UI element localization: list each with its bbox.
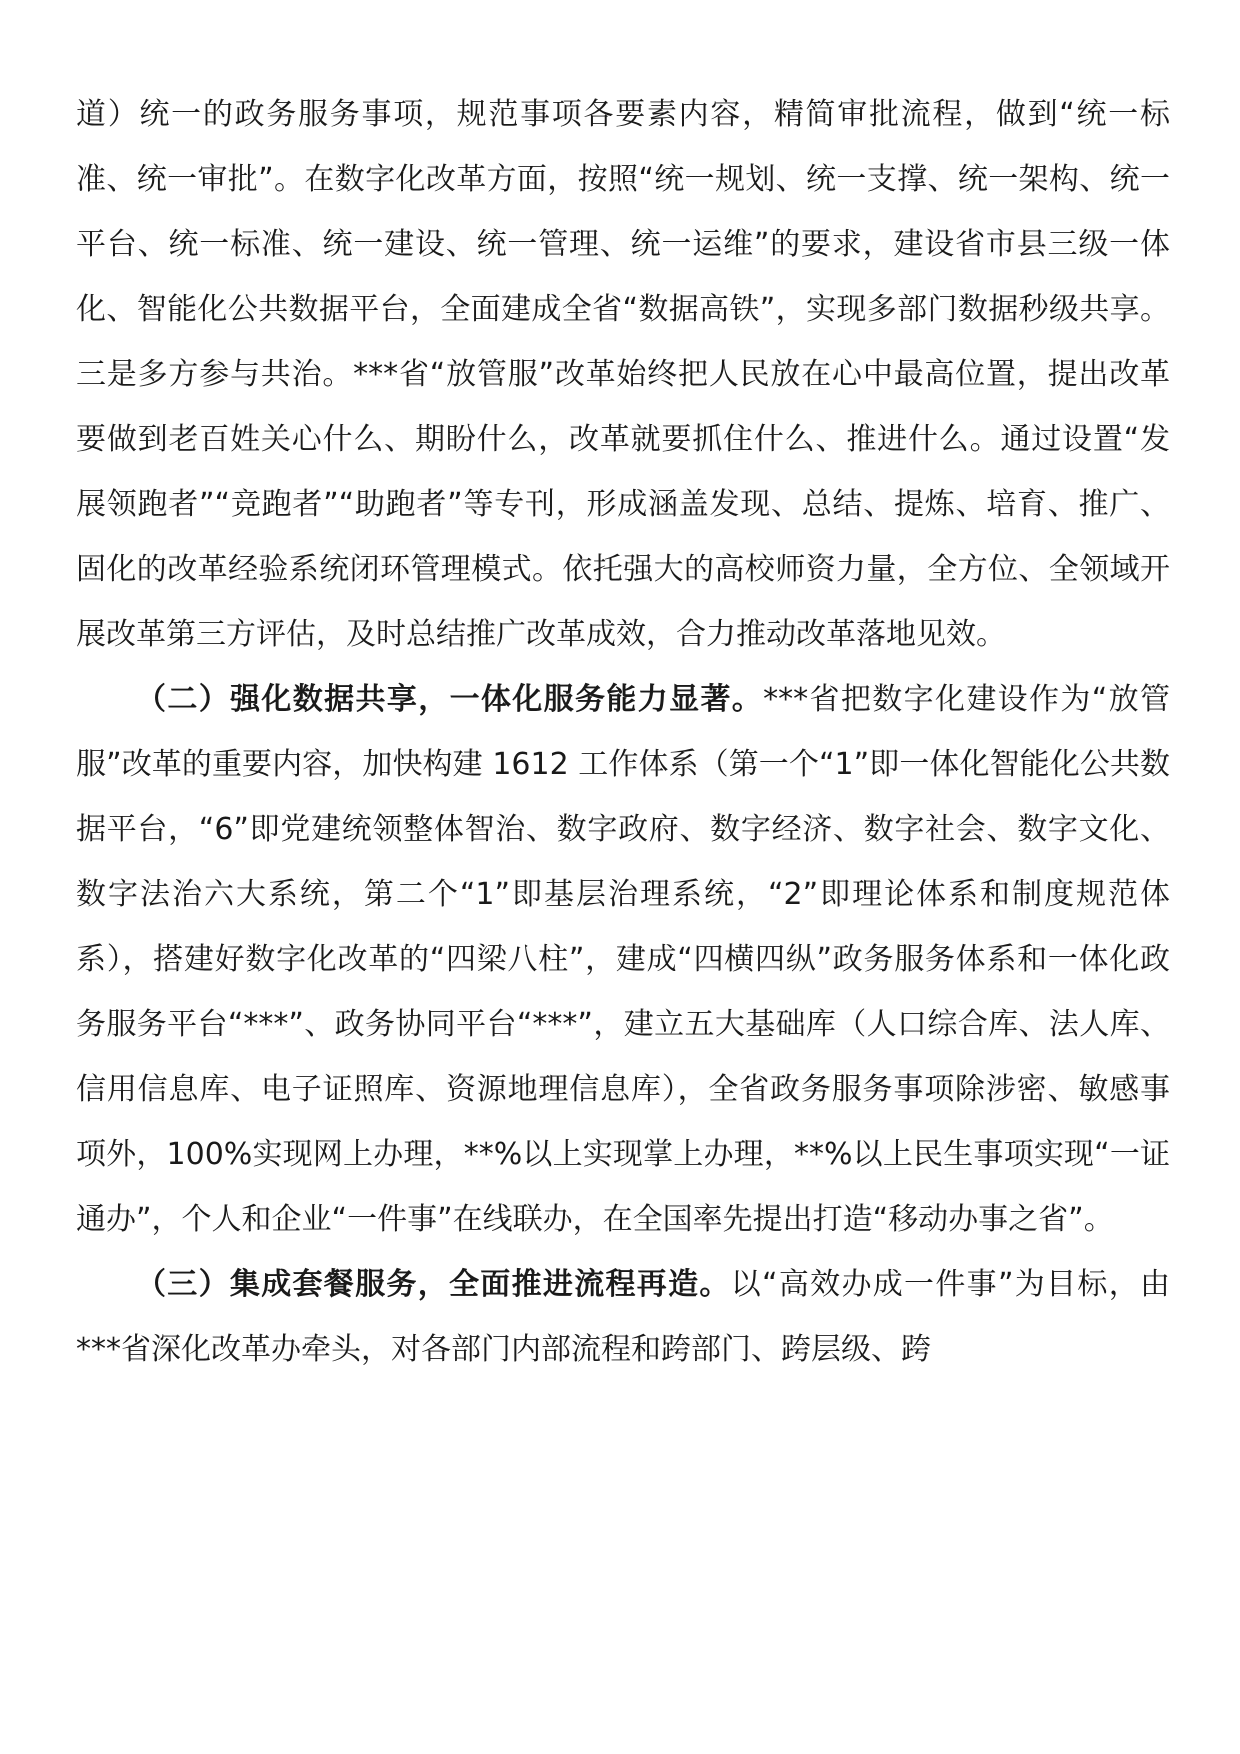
section-heading-2: （二）强化数据共享，一体化服务能力显著。 [136, 682, 764, 717]
document-body [76, 82, 1170, 1382]
paragraph-text: 道）统一的政务服务事项，规范事项各要素内容，精简审批流程，做到“统一标准、统一审批”。在数字化改革方面，按照“统一规划、统一支撑、统一架构、统一平台、统一标准、统一建设、统一管理、统一运维”的要求，建设省市县三级一体化、智能化公共数据平台，全面建成全省“数据高铁”，实现多部门数据秒级共享。三是多方参与共治。***省“放管服”改革始终把人民放在心中最高位置，提出改革要做到老百姓关心什么、期盼什么，改革就要抓住什么、推进什么。通过设置“发展领跑者”“竞跑者”“助跑者”等专刊，形成涵盖发现、总结、提炼、培育、推广、固化的改革经验系统闭环管理模式。依托强大的高校师资力量，全方位、全领域开展改革第三方评估，及时总结推广改革成效，合力推动改革落地见效。 [76, 97, 1170, 652]
paragraph-continuation [76, 82, 1170, 667]
section-paragraph-2 [76, 667, 1170, 1252]
paragraph-text: ***省把数字化建设作为“放管服”改革的重要内容，加快构建 1612 工作体系（第一个“1”即一体化智能化公共数据平台，“6”即党建统领整体智治、数字政府、数字经济、数字社会、数字文化、数字法治六大系统，第二个“1”即基层治理系统，“2”即理论体系和制度规范体系），搭建好数字化改革的“四梁八柱”，建成“四横四纵”政务服务体系和一体化政务服务平台“***”、政务协同平台“***”，建立五大基础库（人口综合库、法人库、信用信息库、电子证照库、资源地理信息库），全省政务服务事项除涉密、敏感事项外，100%实现网上办理，**%以上实现掌上办理，**%以上民生事项实现“一证通办”，个人和企业“一件事”在线联办，在全国率先提出打造“移动办事之省”。 [76, 682, 1171, 1237]
paragraph-text: 以“高效办成一件事”为目标，由***省深化改革办牵头，对各部门内部流程和跨部门、跨层级、跨 [76, 1267, 1170, 1367]
section-paragraph-3 [76, 1252, 1170, 1382]
section-heading-3: （三）集成套餐服务，全面推进流程再造。 [136, 1267, 731, 1302]
